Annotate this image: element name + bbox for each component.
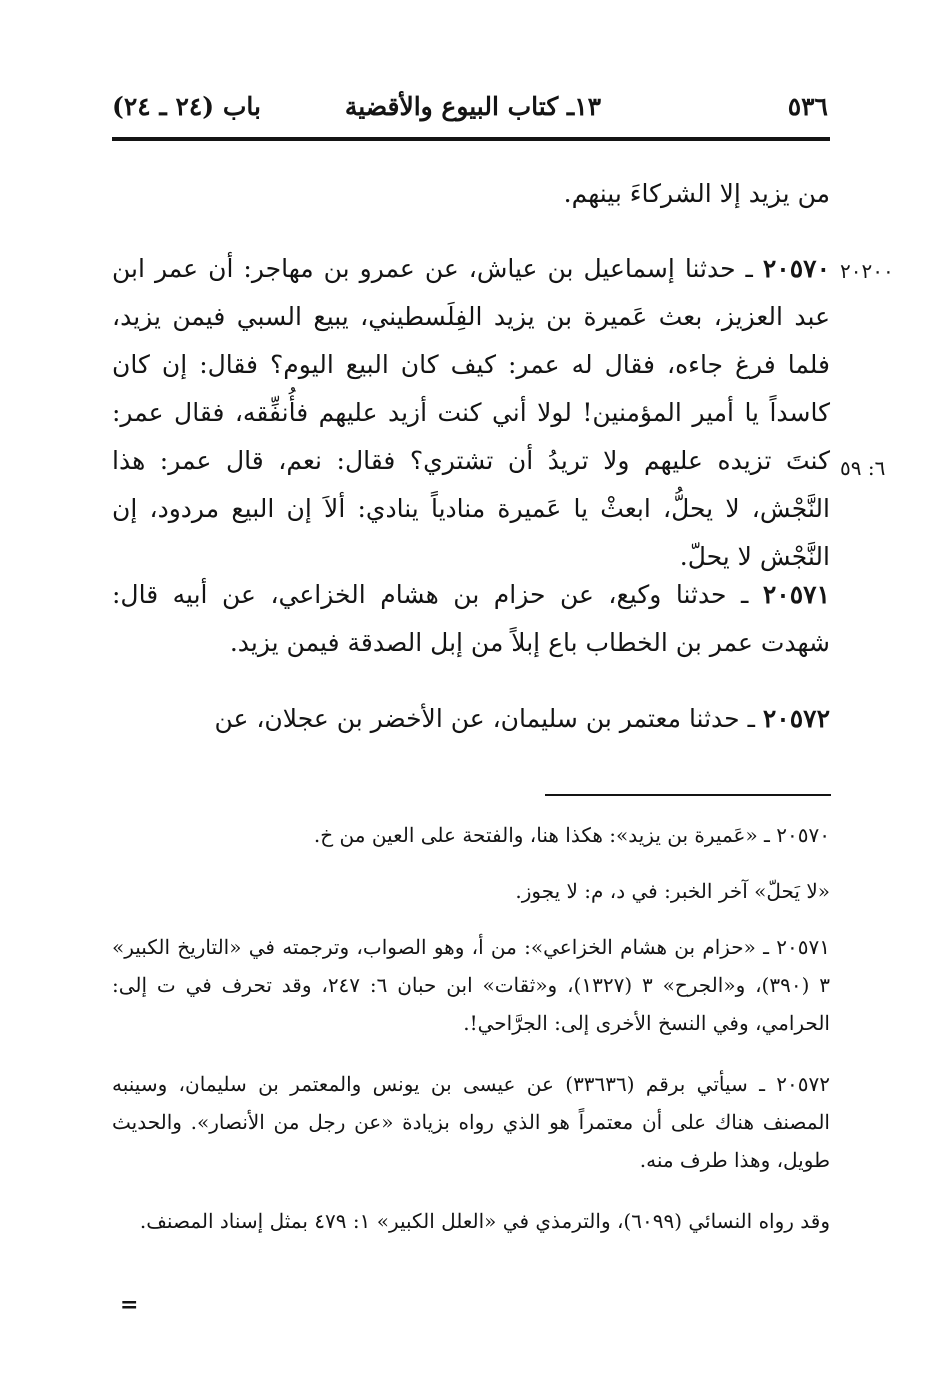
chapter-title: ١٣ـ كتاب البيوع والأقضية — [344, 92, 602, 121]
hadith-20572 — [112, 695, 830, 743]
hadith-20571 — [112, 571, 830, 667]
footnote-text: ٢٠٥٧٠ ـ «عَميرة بن يزيد»: هكذا هنا، والفتحة على العين من خ. — [313, 823, 830, 847]
hadith-text: ـ حدثنا إسماعيل بن عياش، عن عمرو بن مهاجر: أن عمر ابن عبد العزيز، بعث عَميرة بن يزيد الفِلَسطيني، يبيع السبي فيمن يزيد، فلما فرغ جاءه، فقال له عمر: كيف كان البيع اليوم؟ فقال: إن كان كاسداً يا أمير المؤمنين! لولا أني كنت أزيد عليهم فأُنفِّقه، فقال عمر: كنتَ تزيده عليهم ولا تريدُ أن تشتري؟ فقال: نعم، قال عمر: هذا النَّجْش، لا يحلُّ، ابعثْ يا عَميرة منادياً ينادي: ألاَ إن البيع مردود، إن النَّجْش لا يحلّ. — [112, 254, 830, 571]
hadith-number: ٢٠٥٧١ — [762, 580, 830, 609]
continuation-mark: = — [120, 1292, 139, 1318]
footnote-1 — [112, 816, 830, 854]
page-number: ٥٣٦ — [787, 92, 828, 121]
hadith-text: ـ حدثنا وكيع، عن حزام بن هشام الخزاعي، عن أبيه قال: شهدت عمر بن الخطاب باع إبلاً من إبل الصدقة فيمن يزيد. — [112, 580, 830, 657]
header-rule — [112, 137, 830, 141]
footnote-text: ٢٠٥٧١ ـ «حزام بن هشام الخزاعي»: من أ، وهو الصواب، وترجمته في «التاريخ الكبير» ٣ (٣٩٠)، و«الجرح» ٣ (١٣٢٧)، و«ثقات» ابن حبان ٦: ٢٤٧، وقد تحرف في ت إلى: الحرامي، وفي النسخ الأخرى إلى: الجرَّاحي!. — [112, 935, 830, 1035]
hadith-number: ٢٠٥٧٢ — [762, 704, 830, 733]
footnote-4 — [112, 1065, 830, 1179]
intro-line — [112, 170, 830, 218]
hadith-text: ـ حدثنا معتمر بن سليمان، عن الأخضر بن عجلان، عن — [214, 704, 763, 733]
chapter-reference: باب (٢٤ ـ ٢٤) — [112, 92, 261, 121]
hadith-20570 — [112, 245, 830, 581]
margin-note-edition-number: ٢٠٢٠٠ — [840, 259, 894, 283]
footnote-text: وقد رواه النسائي (٦٠٩٩)، والترمذي في «العلل الكبير» ١: ٤٧٩ بمثل إسناد المصنف. — [139, 1209, 830, 1233]
footnote-3 — [112, 928, 830, 1042]
hadith-number: ٢٠٥٧٠ — [762, 254, 830, 283]
footnote-rule — [545, 794, 831, 796]
footnote-2 — [112, 872, 830, 910]
margin-note-volume-page: ٦: ٥٩ — [840, 456, 886, 480]
intro-text: من يزيد إلا الشركاءَ بينهم. — [563, 179, 830, 208]
footnote-5 — [112, 1202, 830, 1240]
footnote-text: ٢٠٥٧٢ ـ سيأتي برقم (٣٣٦٣٦) عن عيسى بن يونس والمعتمر بن سليمان، وسينبه المصنف هناك على أن معتمراً هو الذي رواه بزيادة «عن رجل من الأنصار». والحديث طويل، وهذا طرف منه. — [112, 1072, 830, 1172]
footnote-text: «لا يَحلّ» آخر الخبر: في د، م: لا يجوز. — [515, 879, 830, 903]
